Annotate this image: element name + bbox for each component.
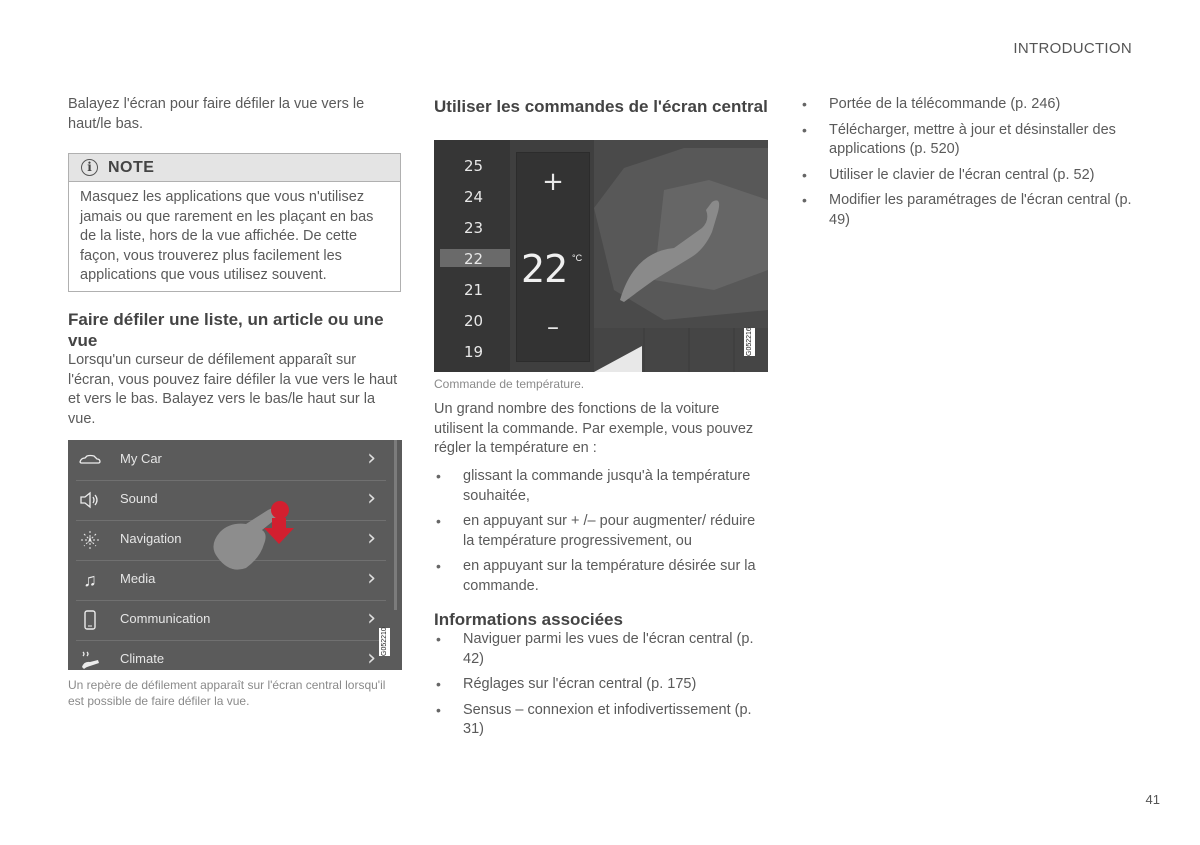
list-item-label: My Car bbox=[120, 451, 162, 466]
seat-illustration bbox=[594, 140, 768, 372]
related-link[interactable]: • Sensus – connexion et infodivertissement (p. 31) bbox=[434, 701, 768, 740]
navigation-icon bbox=[78, 529, 102, 551]
car-icon bbox=[78, 449, 102, 471]
figure-caption: Un repère de défilement apparaît sur l'écran central lorsqu'il est possible de faire défiler la vue. bbox=[68, 678, 386, 708]
list-item-label: Sound bbox=[120, 491, 158, 506]
chevron-right-icon: › bbox=[367, 606, 376, 631]
note-header bbox=[69, 154, 400, 182]
intro-paragraph: Balayez l'écran pour faire défiler la vue vers le haut/le bas. bbox=[68, 96, 365, 132]
list-scroll-figure bbox=[68, 440, 402, 670]
related-link[interactable]: • Télécharger, mettre à jour et désinstaller des applications (p. 520) bbox=[800, 121, 1135, 160]
list-item-climate[interactable] bbox=[68, 640, 388, 680]
list-item-label: Communication bbox=[120, 611, 211, 626]
section-heading: Utiliser les commandes de l'écran central bbox=[434, 97, 768, 116]
note-body: Masquez les applications que vous n'utilisez jamais ou que rarement en les plaçant en bas de la liste, hors de la vue affichée. De cette façon, vous trouverez plus facilement les applications que vous utilisez souvent. bbox=[80, 189, 374, 283]
chevron-right-icon: › bbox=[367, 446, 376, 471]
minus-button[interactable]: – bbox=[547, 313, 559, 341]
list-item-my-car[interactable] bbox=[68, 440, 388, 480]
list-item: • en appuyant sur + /– pour augmenter/ réduire la température progressivement, ou bbox=[434, 512, 768, 551]
related-link[interactable]: • Utiliser le clavier de l'écran central (p. 52) bbox=[800, 166, 1135, 186]
list-item-label: Navigation bbox=[120, 531, 182, 546]
section-header: INTRODUCTION bbox=[1013, 40, 1132, 57]
related-link[interactable]: • Réglages sur l'écran central (p. 175) bbox=[434, 675, 768, 695]
temperature-paragraph: Un grand nombre des fonctions de la voiture utilisent la commande. Par exemple, vous pouvez régler la température en : bbox=[434, 401, 754, 456]
chevron-right-icon: › bbox=[367, 646, 376, 671]
list-item-label: Media bbox=[120, 571, 156, 586]
list-item: • en appuyant sur la température désirée sur la commande. bbox=[434, 557, 768, 596]
list-item-communication[interactable] bbox=[68, 600, 388, 640]
related-link[interactable]: • Naviguer parmi les vues de l'écran central (p. 42) bbox=[434, 630, 768, 669]
plus-button[interactable]: + bbox=[542, 167, 564, 197]
music-note-icon: ♫ bbox=[83, 570, 97, 590]
temperature-unit: °C bbox=[572, 253, 583, 263]
note-box bbox=[68, 153, 401, 292]
page-number: 41 bbox=[1145, 792, 1160, 807]
phone-icon bbox=[78, 609, 102, 631]
scroll-indicator[interactable] bbox=[394, 440, 397, 610]
info-icon: i bbox=[81, 159, 98, 176]
figure-id: G052216 bbox=[746, 327, 753, 356]
temperature-control-figure bbox=[434, 140, 768, 372]
figure-caption: Commande de température. bbox=[434, 377, 585, 391]
seat-icon bbox=[594, 140, 768, 372]
chevron-right-icon: › bbox=[367, 526, 376, 551]
related-link[interactable]: • Portée de la télécommande (p. 246) bbox=[800, 95, 1135, 115]
scroll-heading: Faire défiler une liste, un article ou une vue bbox=[68, 310, 384, 350]
climate-seat-icon bbox=[78, 649, 102, 671]
chevron-right-icon: › bbox=[367, 486, 376, 511]
list-item: • glissant la commande jusqu'à la température souhaitée, bbox=[434, 467, 768, 506]
temperature-scale[interactable]: 25 24 23 22 21 20 19 bbox=[434, 140, 510, 372]
temperature-value[interactable]: 22 bbox=[521, 247, 568, 291]
temperature-panel bbox=[516, 152, 590, 362]
list-item-label: Climate bbox=[120, 651, 165, 666]
related-list bbox=[434, 630, 768, 746]
chevron-right-icon: › bbox=[367, 566, 376, 591]
related-link[interactable]: • Modifier les paramétrages de l'écran central (p. 49) bbox=[800, 191, 1135, 230]
swipe-down-hand-icon bbox=[206, 498, 306, 578]
temperature-methods-list bbox=[434, 467, 768, 602]
related-list-continued bbox=[800, 95, 1135, 236]
note-title: NOTE bbox=[108, 158, 155, 176]
speaker-icon bbox=[78, 489, 102, 511]
scroll-paragraph: Lorsqu'un curseur de défilement apparaît sur l'écran, vous pouvez faire défiler la vue vers le haut et vers le bas. Balayez vers le bas/le haut sur la vue. bbox=[68, 352, 398, 427]
figure-id: G052210 bbox=[381, 627, 388, 656]
related-heading: Informations associées bbox=[434, 610, 623, 629]
